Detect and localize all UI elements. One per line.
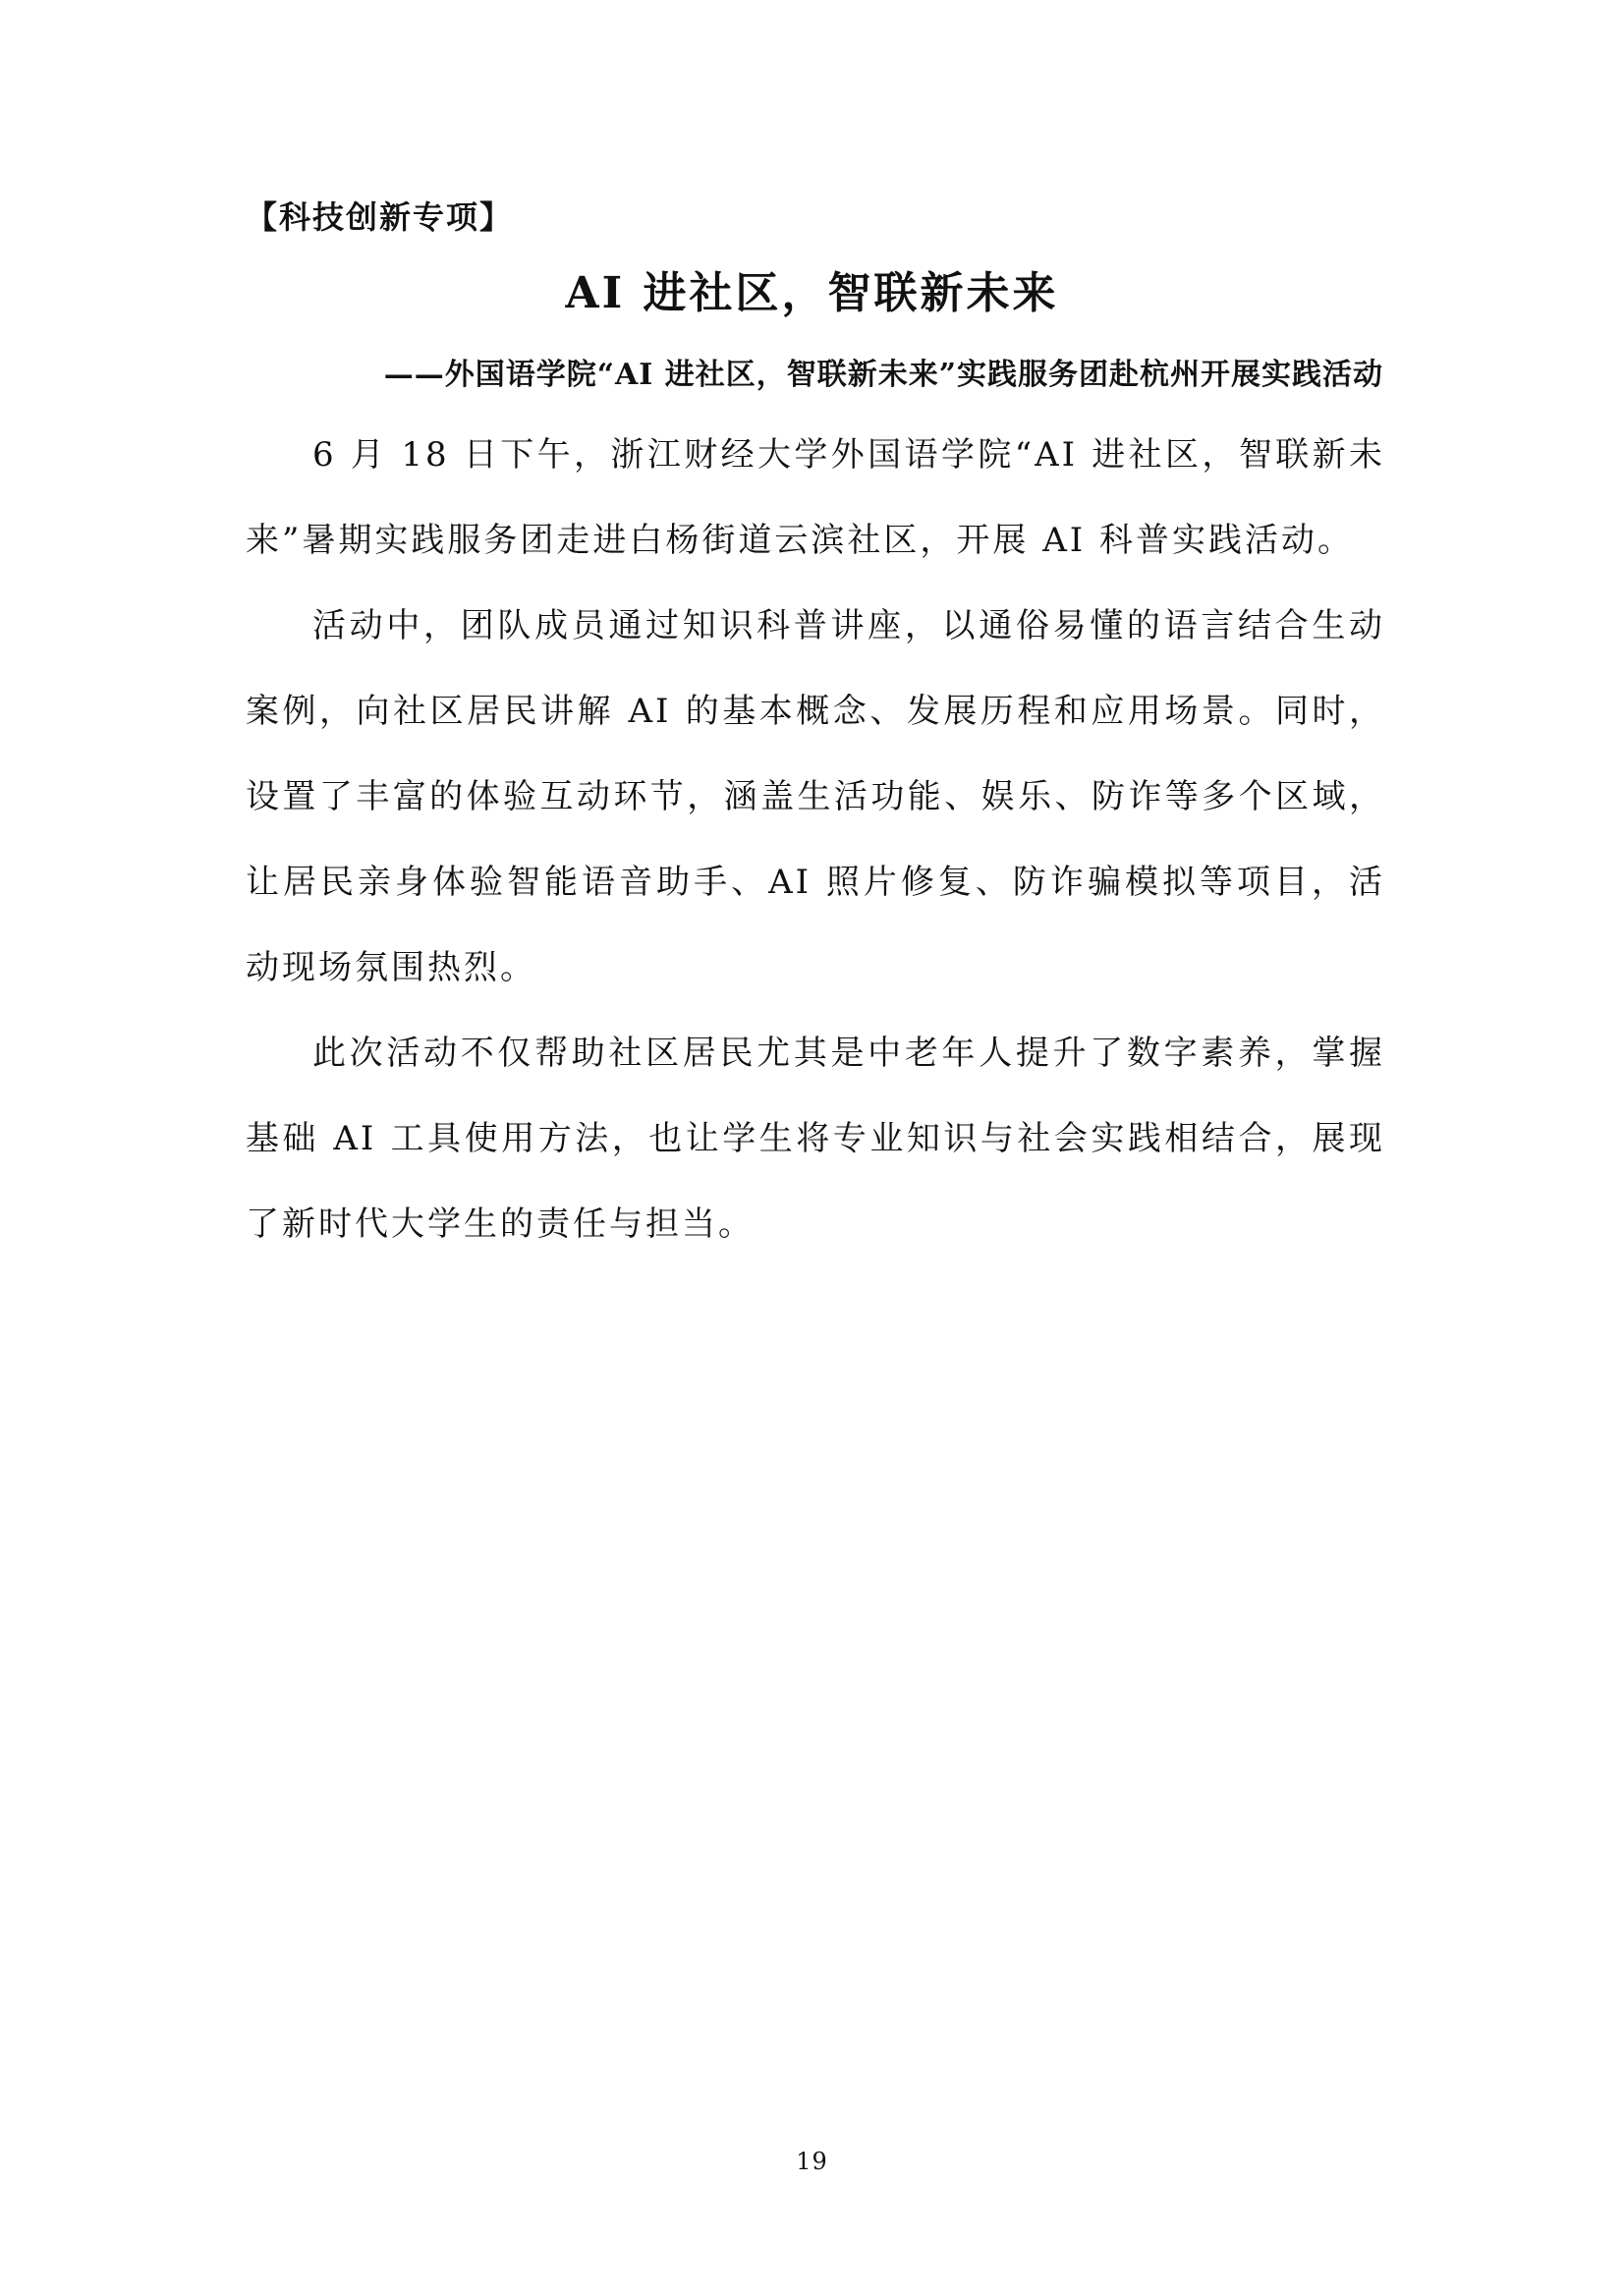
paragraph-3: 此次活动不仅帮助社区居民尤其是中老年人提升了数字素养，掌握基础 AI 工具使用方法，也让学生将专业知识与社会实践相结合，展现了新时代大学生的责任与担当。 (246, 1034, 1385, 1244)
article-title: AI 进社区，智联新未来 (565, 268, 1059, 318)
paragraph-1: 6 月 18 日下午，浙江财经大学外国语学院“AI 进社区，智联新未来”暑期实践服务团走进白杨街道云滨社区，开展 AI 科普实践活动。 (246, 435, 1385, 560)
article-subtitle: ——外国语学院“AI 进社区，智联新未来”实践服务团赴杭州开展实践活动 (383, 358, 1383, 392)
paragraph-2: 活动中，团队成员通过知识科普讲座，以通俗易懂的语言结合生动案例，向社区居民讲解 AI 的基本概念、发展历程和应用场景。同时，设置了丰富的体验互动环节，涵盖生活功能、娱乐、防诈等多个区域，让居民亲身体验智能语音助手、AI 照片修复、防诈骗模拟等项目，活动现场氛围热烈。 (246, 606, 1385, 987)
section-tag: 【科技创新专项】 (246, 198, 514, 236)
page-number: 19 (796, 2148, 828, 2175)
article-body (246, 413, 1385, 1267)
